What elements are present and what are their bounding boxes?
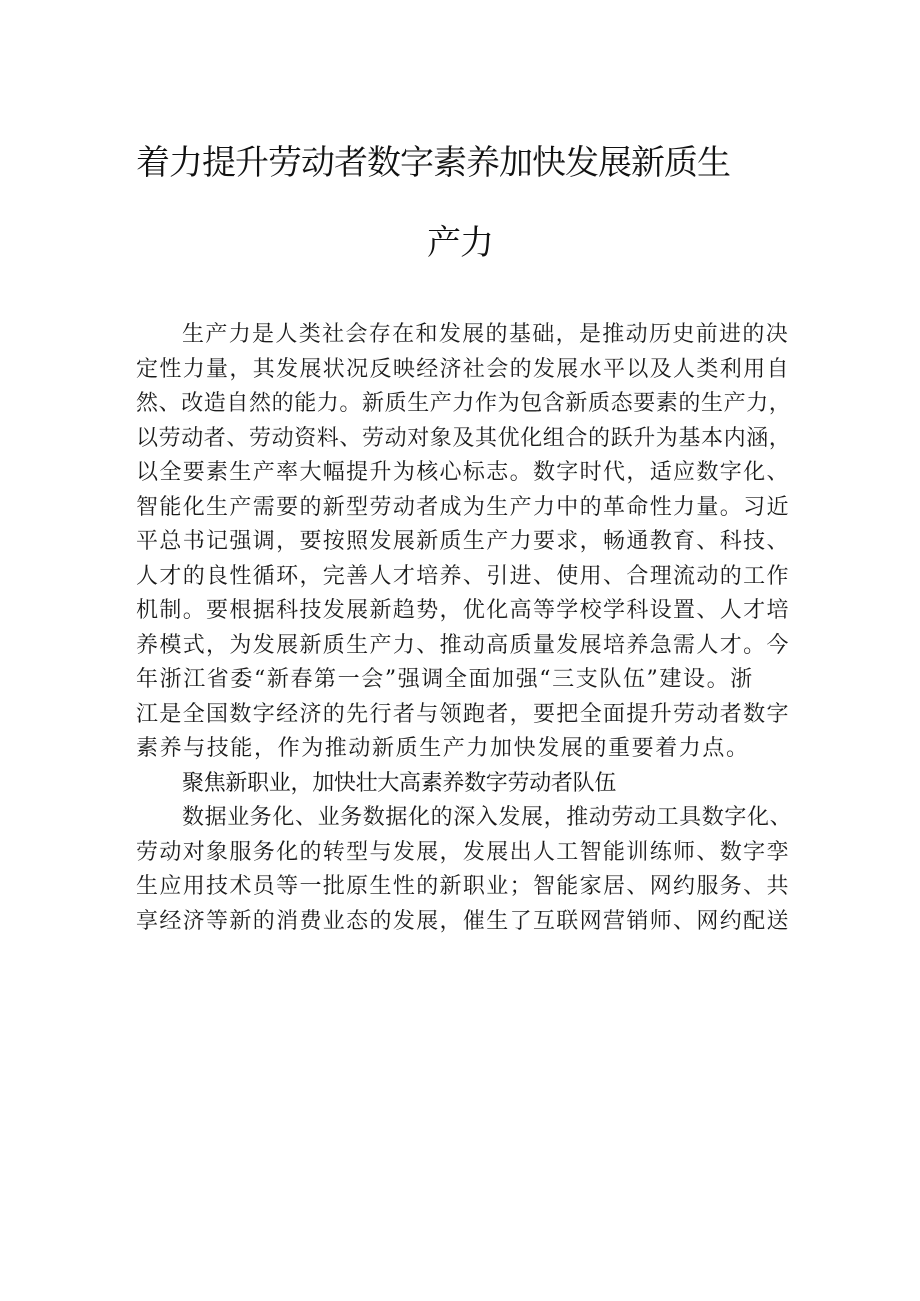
- paragraph-line: 以全要素生产率大幅提升为核心标志。数字时代，适应数字化、: [136, 460, 790, 485]
- document-body: [136, 318, 792, 939]
- paragraph-line: 平总书记强调，要按照发展新质生产力要求，畅通教育、科技、: [136, 529, 790, 554]
- paragraph-line: 然、改造自然的能力。新质生产力作为包含新质态要素的生产力，: [136, 391, 792, 416]
- paragraph-line: 机制。要根据科技发展新趋势，优化高等学校学科设置、人才培: [136, 598, 790, 623]
- paragraph-line: 数据业务化、业务数据化的深入发展，推动劳动工具数字化、: [182, 805, 793, 830]
- paragraph-line: 智能化生产需要的新型劳动者成为生产力中的革命性力量。习近: [136, 494, 790, 520]
- paragraph-line: 江是全国数字经济的先行者与领跑者，要把全面提升劳动者数字: [136, 701, 790, 727]
- document-title-line-1: 着力提升劳动者数字素养加快发展新质生: [136, 143, 730, 183]
- paragraph-line: 养模式，为发展新质生产力、推动高质量发展培养急需人才。今: [136, 632, 790, 658]
- paragraph-2: [136, 801, 792, 939]
- paragraph-line: 定性力量，其发展状况反映经济社会的发展水平以及人类利用自: [136, 356, 790, 382]
- paragraph-1: [136, 318, 792, 767]
- paragraph-line: 以劳动者、劳动资料、劳动对象及其优化组合的跃升为基本内涵，: [136, 425, 792, 451]
- section-heading: 聚焦新职业，加快壮大高素养数字劳动者队伍: [182, 770, 617, 796]
- document-title-line-2: 产力: [427, 223, 493, 263]
- paragraph-line: 劳动对象服务化的转型与发展，发展出人工智能训练师、数字孪: [136, 839, 790, 865]
- paragraph-line: 生应用技术员等一批原生性的新职业；智能家居、网约服务、共: [136, 874, 790, 899]
- paragraph-line: 享经济等新的消费业态的发展，催生了互联网营销师、网约配送: [136, 908, 790, 934]
- paragraph-line: 年浙江省委“新春第一会”强调全面加强“三支队伍”建设。浙: [136, 667, 754, 692]
- paragraph-line: 生产力是人类社会存在和发展的基础，是推动历史前进的决: [182, 322, 790, 347]
- paragraph-line: 素养与技能，作为推动新质生产力加快发展的重要着力点。: [136, 736, 750, 761]
- paragraph-line: 人才的良性循环，完善人才培养、引进、使用、合理流动的工作: [136, 563, 790, 589]
